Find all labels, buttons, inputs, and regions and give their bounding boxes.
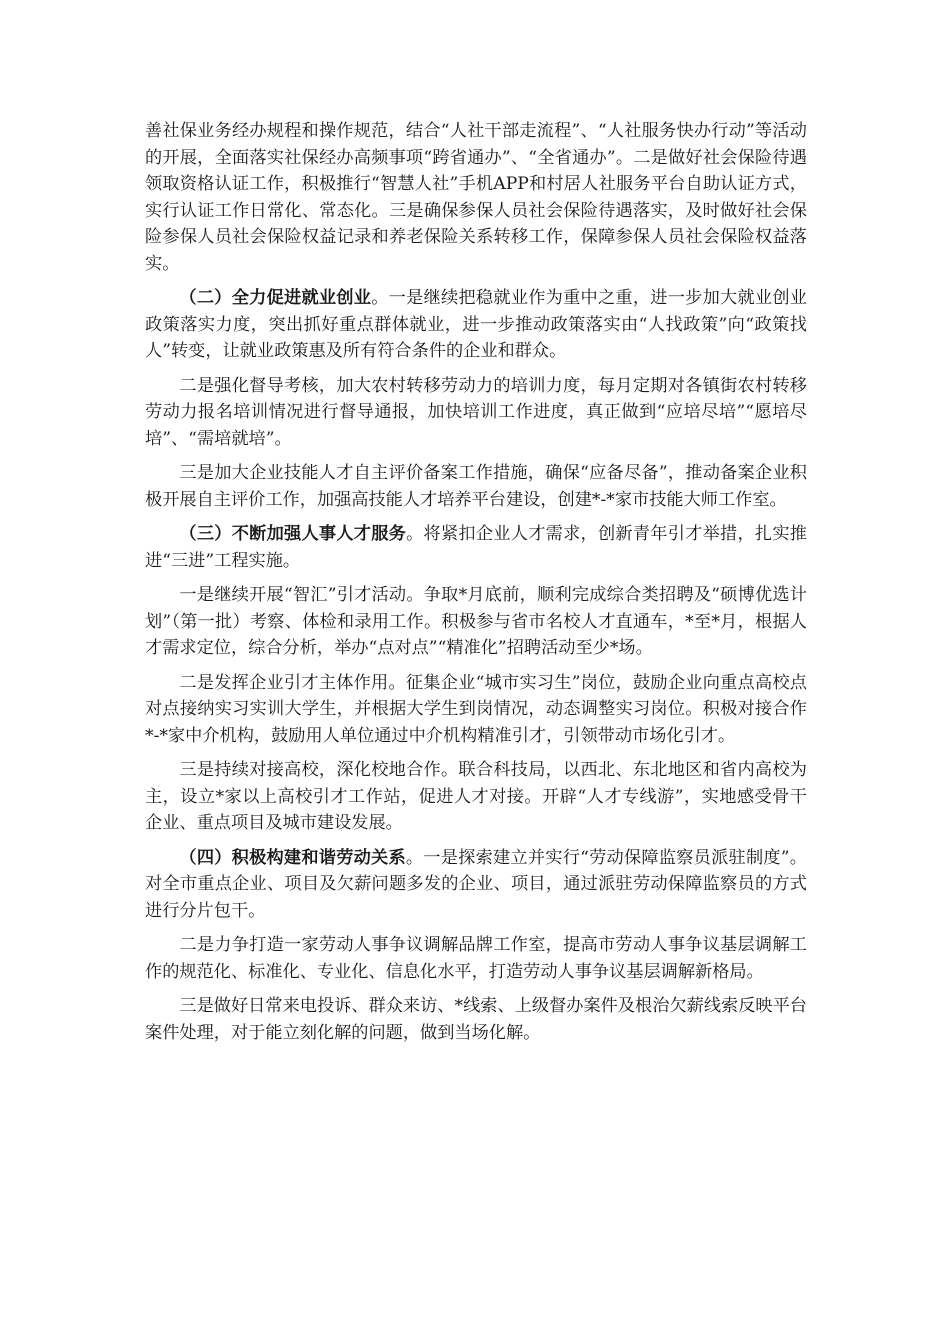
section-heading-employment: （二）全力促进就业创业 <box>179 288 372 308</box>
paragraph-talent-heading <box>145 521 807 574</box>
paragraph-employment-skills <box>145 460 807 513</box>
paragraph-employment-training <box>145 373 807 453</box>
paragraph-social-insurance <box>145 118 807 277</box>
paragraph-talent-enterprise <box>145 670 807 750</box>
paragraph-text: 一是继续开展“智汇”引才活动。争取*月底前，顺利完成综合类招聘及“硕博优选计划”（第一批）考察、体检和录用工作。积极参与省市名校人才直通车，*至*月，根据人才需求定位，综合分析，举办“点对点”“精准化”招聘活动至少*场。 <box>145 585 807 658</box>
paragraph-labor-complaints <box>145 993 807 1046</box>
paragraph-text: 。一是探索建立并实行“劳动保障监察员派驻制度”。对全市重点企业、项目及欠薪问题多发的企业、项目，通过派驻劳动保障监察员的方式进行分片包干。 <box>145 847 807 921</box>
paragraph-text: 三是做好日常来电投诉、群众来访、*线索、上级督办案件及根治欠薪线索反映平台案件处理，对于能立刻化解的问题，做到当场化解。 <box>145 996 807 1043</box>
paragraph-labor-mediation <box>145 932 807 985</box>
paragraph-text: 二是发挥企业引才主体作用。征集企业“城市实习生”岗位，鼓励企业向重点高校点对点接纳实习实训大学生，并根据大学生到岗情况，动态调整实习岗位。积极对接合作*-*家中介机构，鼓励用人单位通过中介机构精准引才，引领带动市场化引才。 <box>145 672 807 746</box>
section-heading-labor: （四）积极构建和谐劳动关系 <box>179 847 406 868</box>
paragraph-text: 善社保业务经办规程和操作规范，结合“人社干部走流程”、“人社服务快办行动”等活动的开展，全面落实社保经办高频事项“跨省通办”、“全省通办”。二是做好社会保险待遇领取资格认证工作，积极推行“智慧人社”手机APP和村居人社服务平台自助认证方式，实行认证工作日常化、常态化。三是确保参保人员社会保险待遇落实，及时做好社会保险参保人员社会保险权益记录和养老保险关系转移工作，保障参保人员社会保险权益落实。 <box>145 121 807 274</box>
paragraph-text: 。一是继续把稳就业作为重中之重，进一步加大就业创业政策落实力度，突出抓好重点群体就业，进一步推动政策落实由“人找政策”向“政策找人”转变，让就业政策惠及所有符合条件的企业和群众。 <box>145 288 807 361</box>
paragraph-text: 三是持续对接高校，深化校地合作。联合科技局，以西北、东北地区和省内高校为主，设立*家以上高校引才工作站，促进人才对接。开辟“人才专线游”，实地感受骨干企业、重点项目及城市建设发展。 <box>145 760 807 833</box>
document-page <box>145 118 807 1054</box>
section-heading-talent: （三）不断加强人事人才服务 <box>179 524 407 544</box>
paragraph-text: 二是强化督导考核，加大农村转移劳动力的培训力度，每月定期对各镇街农村转移劳动力报名培训情况进行督导通报，加快培训工作进度，真正做到“应培尽培”“愿培尽培”、“需培就培”。 <box>145 375 807 449</box>
paragraph-employment-heading <box>145 285 807 365</box>
paragraph-talent-recruit <box>145 582 807 662</box>
paragraph-talent-universities <box>145 757 807 837</box>
paragraph-labor-heading <box>145 845 807 925</box>
paragraph-text: 三是加大企业技能人才自主评价备案工作措施，确保“应备尽备”，推动备案企业积极开展自主评价工作，加强高技能人才培养平台建设，创建*-*家市技能大师工作室。 <box>145 463 807 510</box>
paragraph-text: 。将紧扣企业人才需求，创新青年引才举措，扎实推进“三进”工程实施。 <box>145 524 807 571</box>
paragraph-text: 二是力争打造一家劳动人事争议调解品牌工作室，提高市劳动人事争议基层调解工作的规范化、标准化、专业化、信息化水平，打造劳动人事争议基层调解新格局。 <box>145 935 807 982</box>
